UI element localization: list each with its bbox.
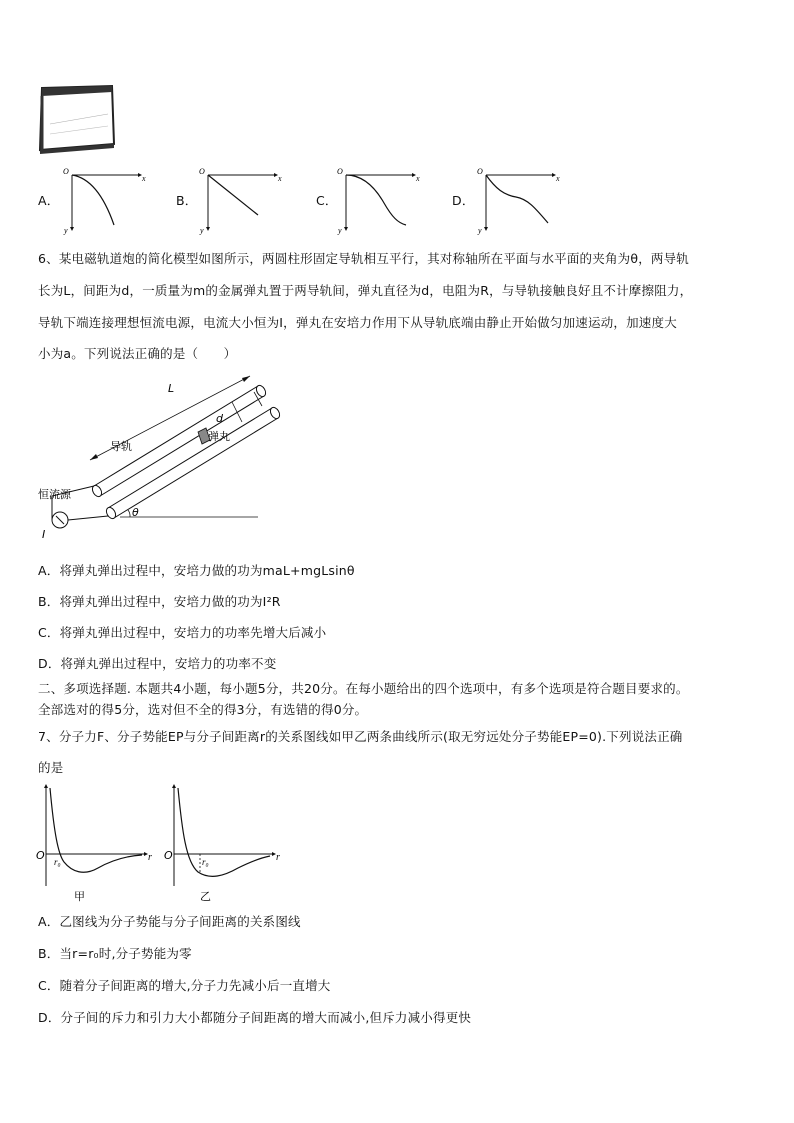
q6-text-line-2: 长为L，间距为d，一质量为m的金属弹丸置于两导轨间，弹丸直径为d，电阻为R，与导轨接触良好且不计摩擦阻力，: [38, 283, 693, 298]
q5-graph-d: [476, 165, 566, 235]
board-image: [38, 84, 118, 156]
svg-text:x: x: [142, 174, 146, 183]
fig1-name: 甲: [74, 890, 85, 903]
q7-text-line-2: 的是: [38, 760, 64, 775]
q7-option-d: D．分子间的斥力和引力大小都随分子间距离的增大而减小,但斥力减小得更快: [38, 1010, 472, 1025]
q6-option-b: B．将弹丸弹出过程中，安培力做的功为I²R: [38, 594, 281, 609]
svg-text:y: y: [200, 226, 204, 235]
fig2-r0: r₀: [202, 857, 209, 867]
svg-text:x: x: [278, 174, 282, 183]
q6-text-line-4: 小为a。下列说法正确的是（ ）: [38, 346, 237, 361]
q5-option-b-label: B．: [176, 193, 198, 208]
railgun-figure: [36, 376, 266, 546]
svg-text:y: y: [338, 226, 342, 235]
q5-option-c-label: C．: [316, 193, 338, 208]
section2-line-2: 全部选对的得5分，选对但不全的得3分，有选错的得0分。: [38, 702, 368, 717]
q6-text-line-1: 6、某电磁轨道炮的简化模型如图所示，两圆柱形固定导轨相互平行，其对称轴所在平面与水平面的夹角为θ，两导轨: [38, 251, 690, 266]
label-d: d: [216, 412, 223, 425]
molecular-force-figure: [34, 782, 294, 908]
label-L: L: [168, 382, 175, 395]
fig2-r: r: [276, 852, 280, 863]
label-projectile: 弹丸: [208, 430, 230, 443]
fig1-r0: r₀: [54, 857, 61, 867]
section2-line-1: 二、多项选择题. 本题共4小题，每小题5分，共20分。在每小题给出的四个选项中，有多个选项是符合题目要求的。: [38, 681, 689, 696]
label-I: I: [42, 528, 46, 541]
q6-option-a: A．将弹丸弹出过程中，安培力做的功为maL+mgLsinθ: [38, 563, 355, 578]
q5-option-d-label: D．: [452, 193, 475, 208]
svg-text:O: O: [199, 167, 205, 176]
svg-text:x: x: [416, 174, 420, 183]
q6-text-line-3: 导轨下端连接理想恒流电源，电流大小恒为I，弹丸在安培力作用下从导轨底端由静止开始做匀加速运动，加速度大: [38, 315, 677, 330]
svg-text:O: O: [63, 167, 69, 176]
svg-text:O: O: [477, 167, 483, 176]
q6-option-d: D．将弹丸弹出过程中，安培力的功率不变: [38, 656, 277, 671]
q5-graph-b: [198, 165, 288, 235]
q7-option-b: B．当r=r₀时,分子势能为零: [38, 946, 192, 961]
q7-option-c: C．随着分子间距离的增大,分子力先减小后一直增大: [38, 978, 331, 993]
label-theta: θ: [132, 506, 139, 519]
q5-graph-a: [62, 165, 152, 235]
q5-option-a-label: A．: [38, 193, 60, 208]
svg-text:x: x: [556, 174, 560, 183]
fig2-name: 乙: [200, 890, 211, 903]
svg-text:y: y: [478, 226, 482, 235]
q7-option-a: A．乙图线为分子势能与分子间距离的关系图线: [38, 914, 301, 929]
svg-text:O: O: [337, 167, 343, 176]
fig1-r: r: [148, 852, 152, 863]
fig1-origin: O: [36, 849, 45, 862]
fig2-origin: O: [164, 849, 173, 862]
q7-text-line-1: 7、分子力F、分子势能EP与分子间距离r的关系图线如甲乙两条曲线所示(取无穷远处分子势能EP=0).下列说法正确: [38, 729, 683, 744]
svg-text:y: y: [64, 226, 68, 235]
label-rail: 导轨: [110, 440, 132, 453]
q5-graph-c: [336, 165, 426, 235]
label-source: 恒流源: [38, 488, 71, 501]
q6-option-c: C．将弹丸弹出过程中，安培力的功率先增大后减小: [38, 625, 327, 640]
